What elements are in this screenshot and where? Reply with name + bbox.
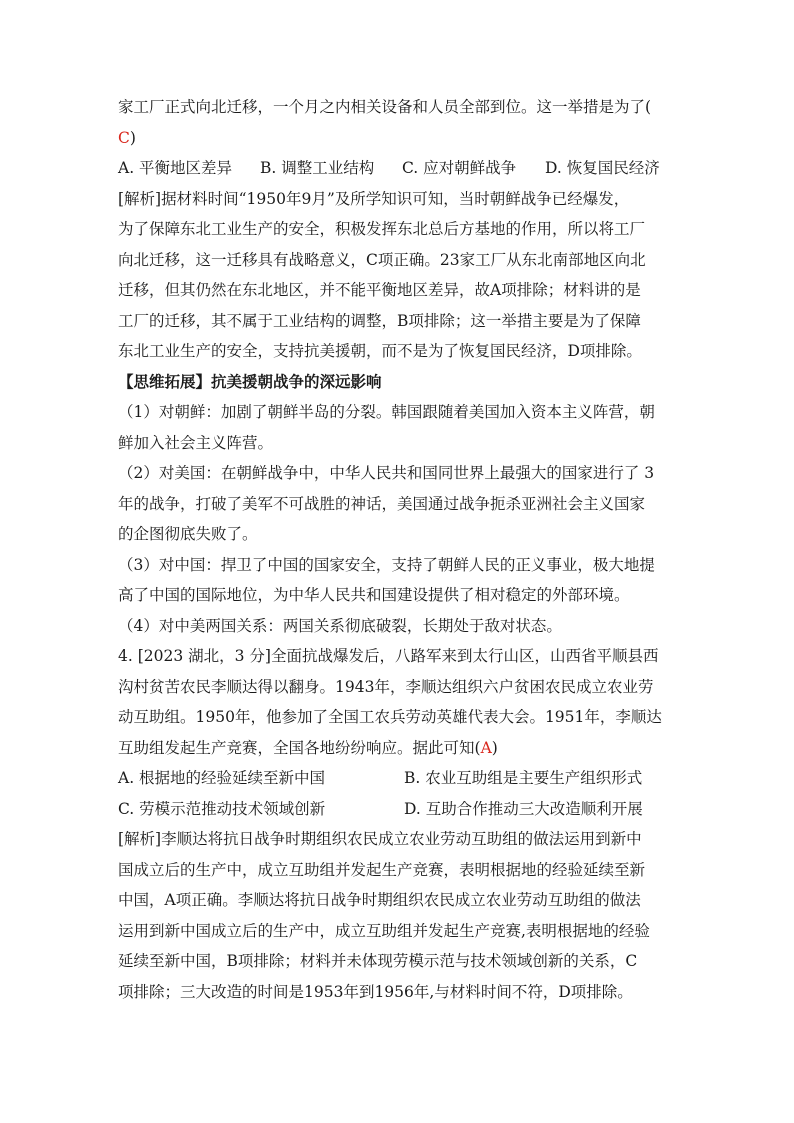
expand-line: （1）对朝鲜：加剧了朝鲜半岛的分裂。韩国跟随着美国加入资本主义阵营，朝: [118, 403, 655, 421]
q3-analysis-line: 向北迁移，这一迁移具有战略意义，C项正确。23家工厂从东北南部地区向北: [118, 250, 646, 269]
q4-option-c: C. 劳模示范推动技术领域创新: [118, 799, 326, 818]
q3-analysis-line: 迁移，但其仍然在东北地区，并不能平衡地区差异，故A项排除；材料讲的是: [118, 281, 641, 299]
q3-option-b: B. 调整工业结构: [260, 159, 375, 177]
q4-option-a: A. 根据地的经验延续至新中国: [118, 769, 326, 787]
q3-analysis-line: 为了保障东北工业生产的安全，积极发挥东北总后方基地的作用，所以将工厂: [118, 220, 646, 238]
q3-analysis-line: [解析]据材料时间“1950年9月”及所学知识可知，当时朝鲜战争已经爆发，: [118, 189, 630, 208]
q3-options: [118, 153, 678, 184]
q3-analysis-line: 工厂的迁移，其不属于工业结构的调整，B项排除；这一举措主要是为了保障: [118, 311, 641, 330]
q4-option-d: D. 互助合作推动三大改造顺利开展: [404, 799, 643, 818]
q4-analysis-line: [解析]李顺达将抗日战争时期组织农民成立农业劳动互助组的做法运用到新中: [118, 830, 642, 848]
q4-stem-line: 动互助组。1950年，他参加了全国工农兵劳动英雄代表大会。1951年，李顺达: [118, 708, 662, 726]
q3-stem-line: 家工厂正式向北迁移，一个月之内相关设备和人员全部到位。这一举措是为了(: [118, 98, 652, 116]
q3-option-a: A. 平衡地区差异: [118, 159, 233, 177]
q3-answer-line: C): [118, 128, 136, 147]
q3-option-c: C. 应对朝鲜战争: [402, 159, 517, 177]
q4-analysis-line: 延续至新中国，B项排除；材料并未体现劳模示范与技术领域创新的关系，C: [118, 952, 638, 970]
q3-answer: C: [118, 128, 130, 147]
q4-analysis-line: 项排除；三大改造的时间是1953年到1956年,与材料时间不符，D项排除。: [118, 982, 633, 1001]
q4-options-row2: [118, 794, 678, 825]
expand-line: （3）对中国：捍卫了中国的国家安全，支持了朝鲜人民的正义事业，极大地提: [118, 555, 655, 574]
expand-line: 鲜加入社会主义阵营。: [118, 433, 274, 452]
q4-analysis-line: 国成立后的生产中，成立互助组并发起生产竞赛，表明根据地的经验延续至新: [118, 860, 646, 879]
expand-line: 年的战争，打破了美军不可战胜的神话，美国通过战争扼杀亚洲社会主义国家: [118, 494, 646, 513]
q4-stem-line: 4. [2023 湖北，3 分]全面抗战爆发后，八路军来到太行山区，山西省平顺县西: [118, 647, 659, 665]
expand-line: （2）对美国：在朝鲜战争中，中华人民共和国同世界上最强大的国家进行了 3: [118, 464, 655, 482]
q4-stem-line: 互助组发起生产竞赛，全国各地纷纷响应。据此可知(A): [118, 738, 498, 757]
q4-answer: A: [480, 738, 492, 757]
expand-heading: 【思维拓展】抗美援朝战争的深远影响: [118, 371, 382, 391]
q4-options-row1: [118, 763, 678, 794]
expand-line: （4）对中美两国关系：两国关系彻底破裂，长期处于敌对状态。: [118, 616, 562, 635]
q3-option-d: D. 恢复国民经济: [545, 159, 660, 177]
expand-line: 高了中国的国际地位，为中华人民共和国建设提供了相对稳定的外部环境。: [118, 586, 630, 604]
expand-line: 的企图彻底失败了。: [118, 525, 258, 543]
q4-option-b: B. 农业互助组是主要生产组织形式: [404, 769, 643, 787]
q4-analysis-line: 中国，A项正确。李顺达将抗日战争时期组织农民成立农业劳动互助组的做法: [118, 891, 641, 909]
document-body: [118, 92, 678, 1007]
q3-analysis-line: 东北工业生产的安全，支持抗美援朝，而不是为了恢复国民经济，D项排除。: [118, 342, 642, 360]
q4-analysis-line: 运用到新中国成立后的生产中，成立互助组并发起生产竞赛,表明根据地的经验: [118, 921, 650, 940]
q4-stem-line: 沟村贫苦农民李顺达得以翻身。1943年，李顺达组织六户贫困农民成立农业劳: [118, 677, 654, 696]
